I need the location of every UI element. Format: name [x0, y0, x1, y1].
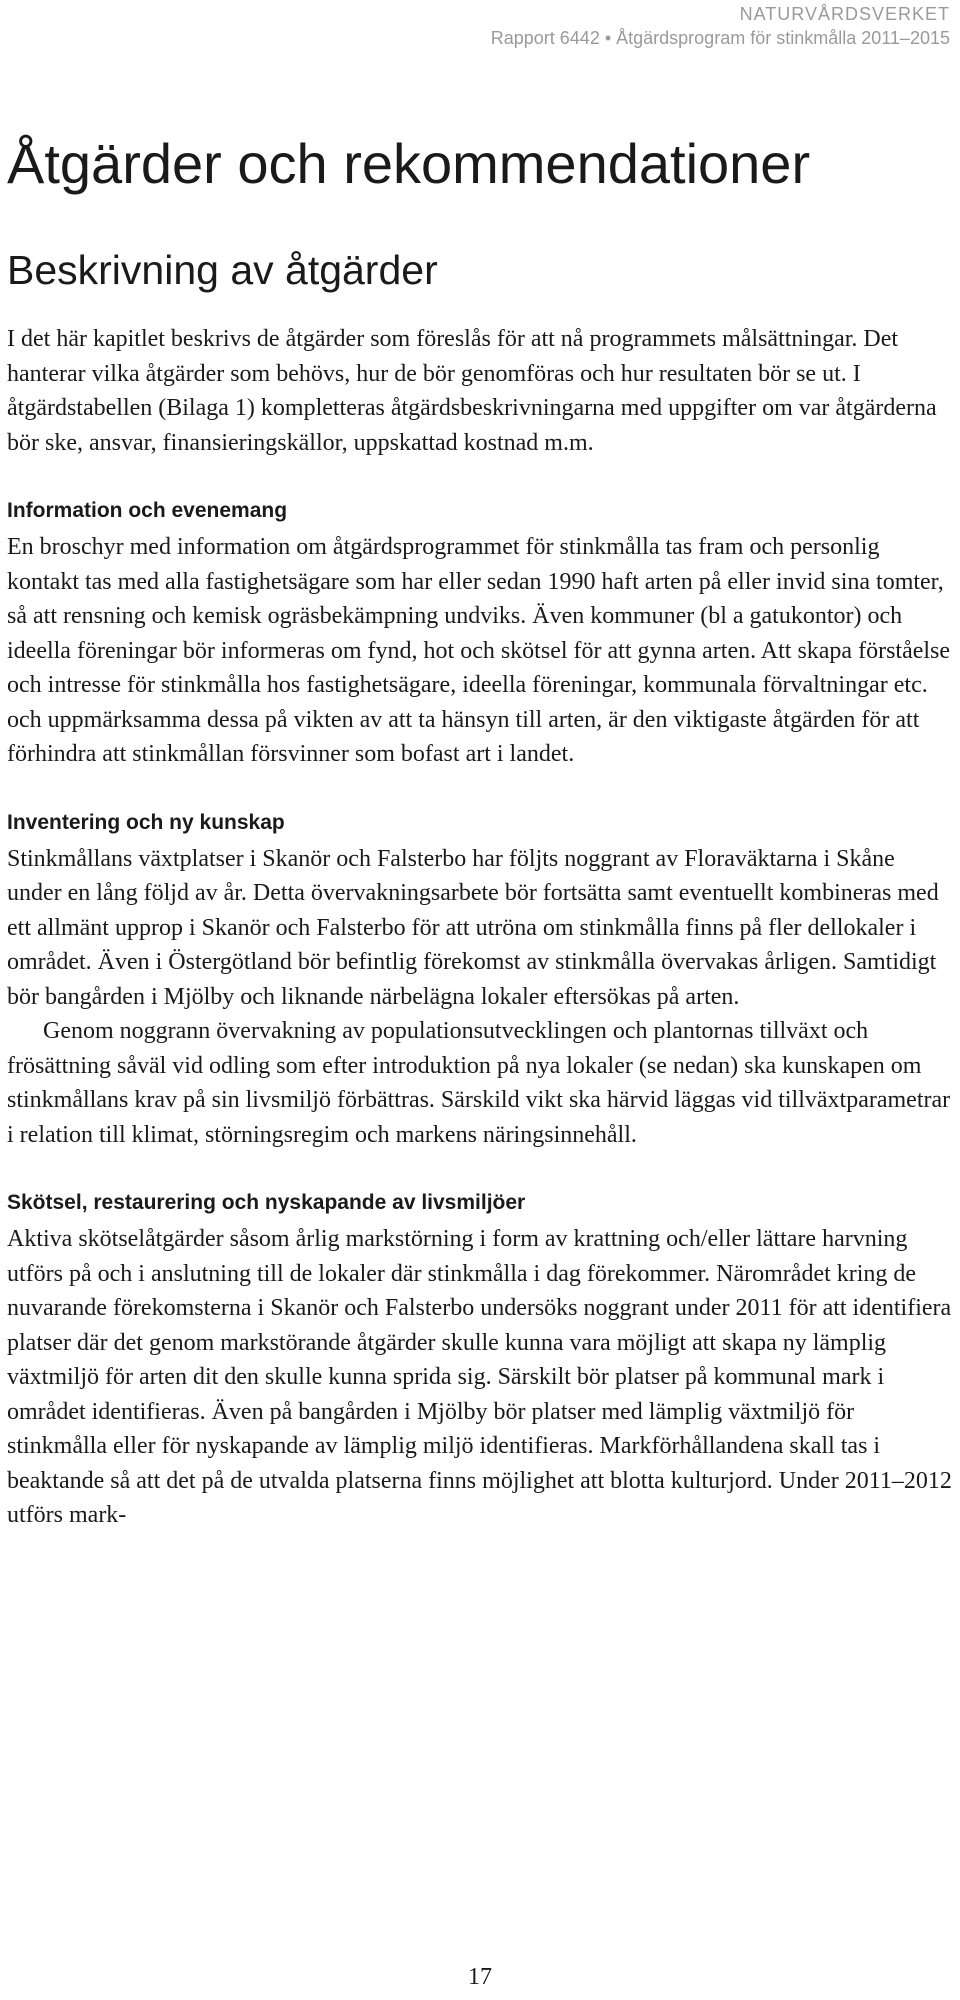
- chapter-title: Åtgärder och rekommendationer: [7, 132, 811, 195]
- running-header: [491, 0, 950, 50]
- intro-paragraph: I det här kapitlet beskrivs de åtgärder som föreslås för att nå programmets målsättningar. Det hanterar vilka åtgärder som behövs, hur de bör genomföras och hur resultaten bör se ut. I åtgärdstabellen (Bilaga 1) kompletteras åtgärdsbeskrivningarna med uppgifter om var åtgärderna bör ske, ansvar, finansieringskällor, uppskattad kostnad m.m.: [7, 326, 937, 456]
- paragraph-skotsel: Aktiva skötselåtgärder såsom årlig markstörning i form av krattning och/eller lättare harvning utförs på och i anslutning till de lokaler där stinkmålla i dag förekommer. Närområdet kring de nuvarande förekomsterna i Skanör och Falsterbo undersöks noggrant under 2011 för att identifiera platser där det genom markstörande åtgärder skulle kunna vara möjligt att skapa ny lämplig växtmiljö för arten dit den skulle kunna sprida sig. Särskilt bör platser på kommunal mark i området identifieras. Även på bangården i Mjölby bör platser med lämplig växtmiljö för stinkmålla eller för nyskapande av lämplig miljö identifieras. Markförhållandena skall tas i beaktande så att det på de utvalda platserna finns möjlighet att blotta kulturjord. Under 2011–2012 utförs mark-: [7, 1226, 952, 1528]
- page-content: [7, 128, 952, 1533]
- paragraph-inventering-2: Genom noggrann övervakning av populationsutvecklingen och plantornas tillväxt och frösättning såväl vid odling som efter introduktion på nya lokaler (se nedan) ska kunskapen om stinkmållans krav på sin livsmiljö förbättras. Särskild vikt ska härvid läggas vid tillväxtparametrar i relation till klimat, störningsregim och markens näringsinnehåll.: [7, 1018, 951, 1148]
- paragraph-information: En broschyr med information om åtgärdsprogrammet för stinkmålla tas fram och personlig kontakt tas med alla fastighetsägare som har eller sedan 1990 haft arten på eller invid sina tomter, så att rensning och kemisk ogräsbekämpning undviks. Även kommuner (bl a gatukontor) och ideella föreningar bör informeras om fynd, hot och skötsel för att gynna arten. Att skapa förståelse och intresse för stinkmålla hos fastighetsägare, ideella föreningar, kommunala förvaltningar etc. och uppmärksamma dessa på vikten av att ta hänsyn till arten, är den viktigaste åtgärden för att förhindra att stinkmållan försvinner som bofast art i landet.: [7, 534, 951, 767]
- section-title: Beskrivning av åtgärder: [7, 247, 438, 293]
- report-series: Rapport 6442 • Åtgärdsprogram för stinkmålla 2011–2015: [490, 28, 950, 48]
- paragraph-inventering-1: Stinkmållans växtplatser i Skanör och Falsterbo har följts noggrant av Floraväktarna i Skåne under en lång följd av år. Detta övervakningsarbete bör fortsätta samt eventuellt kombineras med ett allmänt upprop i Skanör och Falsterbo för att utröna om stinkmålla finns på fler dellokaler i området. Även i Östergötland bör befintlig förekomst av stinkmålla övervakas årligen. Samtidigt bör bangården i Mjölby och liknande närbelägna lokaler eftersökas på arten.: [7, 845, 939, 1010]
- subheading-inventering: Inventering och ny kunskap: [7, 810, 285, 834]
- publisher-name: NATURVÅRDSVERKET: [739, 4, 950, 24]
- page-number: 17: [468, 1964, 492, 1990]
- subheading-information: Information och evenemang: [7, 499, 288, 522]
- subheading-skotsel: Skötsel, restaurering och nyskapande av livsmiljöer: [7, 1191, 526, 1214]
